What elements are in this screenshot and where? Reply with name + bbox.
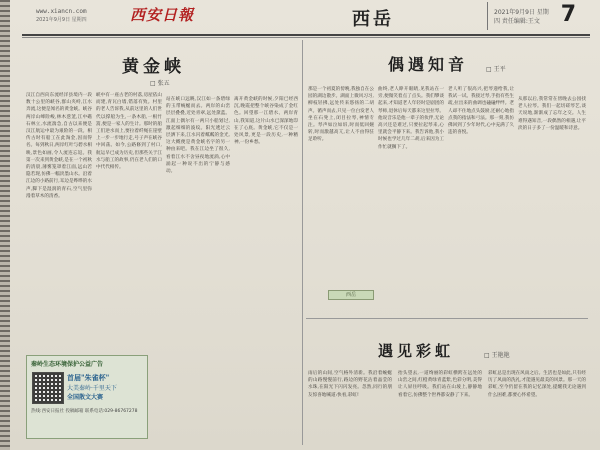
article-column: 汉江自西向东流经洋县境内一段数十公里的峡谷,群山夹峙,江水奔流,这便是闻名的黄金峡。峡谷两岸山峰险峻,林木葱茏,江中礁石林立,水流湍急,自古以来便是汉江航运中最为艰险的一段。相传古时有船工在此淘金,因而得名。每到秋日,两岸红叶与碧水相映,景色如画,令人流连忘返。我第一次来到黄金峡,是在一个初秋的清晨,薄雾笼罩着江面,远山若隐若现,仿佛一幅淡墨山水。沿着江边的小路前行,耳边是哗哗的水声,脚下是湿润的青石,空气里弥漫着草木的清香。 xyxy=(26,93,92,199)
site-url: www.xiancn.com xyxy=(36,8,87,15)
page-header xyxy=(22,0,590,34)
article-column: 那是一个初夏的傍晚,我独自在公园的湖边散步。湖面上微风习习,柳枝轻拂,远处传来悠扬的二胡声。循声而去,只见一位白发老人坐在石凳上,闭目拉琴,神情专注。琴声如泣如诉,时而低回婉转,时而激越高亢,让人不由得驻足聆听。 xyxy=(308,87,374,143)
section-stamp xyxy=(328,290,374,300)
adjacent-page-edge xyxy=(0,0,10,450)
public-service-ad xyxy=(26,355,148,439)
article-column: 离开黄金峡的时候,夕阳已经西沉,晚霞把整个峡谷染成了金红色。回望那一江碧水、两岸青山,我知道,这片山水已深深地印在了心底。黄金峡,它不仅是一处风景,更是一段历史,一种精神,一份乡愁。 xyxy=(234,97,298,146)
article-title: 遇见彩虹 xyxy=(378,342,455,360)
column-divider xyxy=(302,40,303,445)
site-sub: 2021年9月9日 星期四 xyxy=(36,17,87,23)
date-info: 2021年9月9日 星期四 责任编辑:王文 xyxy=(494,9,549,25)
ad-line: 首届"朱雀杯" xyxy=(67,373,110,382)
article-column: 老人听了很高兴,把琴递给我,让我试一试。我接过琴,手指有些生疏,拉出来的曲调也磕磕绊绊。老人却不住地点头鼓励,还耐心地指点我的指法和弓法。那一刻,我仿佛回到了少年时代,心中充满了久违的喜悦。 xyxy=(448,87,514,136)
header-rule-thin xyxy=(22,37,590,38)
stamp-label: 西岳 xyxy=(345,292,356,298)
article-byline: □ 张五 xyxy=(150,80,170,87)
article-column: 曲终,老人睁开眼睛,见我站在一旁,便微笑着点了点头。我们攀谈起来,才知道老人年轻时是剧团的琴师,退休后每天都来这里拉琴。他说音乐是他一辈子的伙伴,无论高兴还是难过,只要拉起琴来,心里就会平静下来。我告诉他,我小时候也学过几年二胡,后来因为工作忙就搁下了。 xyxy=(378,87,444,150)
header-rule xyxy=(22,34,590,36)
qr-code-icon xyxy=(32,372,64,404)
article-title: 偶遇知音 xyxy=(388,55,469,74)
article-column: 站在峡口远眺,汉江如一条碧绿的玉带蜿蜒而去。两岸的山峦层层叠叠,近处青翠,远处黛蓝。江面上偶尔有一两只小船划过,激起细细的波纹。阳光透过云层洒下来,江水闪着粼粼的金光,这大概便是黄金峡名字的另一种由来吧。我在江边坐了很久,看着江水不舍昼夜地流淌,心中涌起一种说不出的宁静与感动。 xyxy=(166,97,230,175)
ad-line: 全国散文大赛 xyxy=(67,394,104,401)
article-column: 从那以后,我常常在傍晚去公园找老人拉琴。我们一起切磋琴艺,谈天说地,渐渐成了忘年之交。人生难得遇知音,一段偶然的相遇,让平淡的日子多了一份温暖和诗意。 xyxy=(518,97,586,131)
section-title: 西岳 xyxy=(352,9,394,30)
ad-line: 大美秦岭·千里天下 xyxy=(67,385,117,392)
article-title: 黄金峡 xyxy=(122,57,185,77)
page-number: 7 xyxy=(560,2,576,27)
article-column: 彩虹总是出现在风雨之后。生活也是如此,只有经历了风雨的洗礼,才能遇见最美的风景。那一天的彩虹,至今仍留在我的记忆深处,提醒我无论遇到什么困难,都要心怀希望。 xyxy=(488,371,586,398)
article-byline: □ 王艳艳 xyxy=(484,352,510,359)
newspaper-brand: 西安日報 xyxy=(130,6,195,24)
article-column: 抬头望去,一道绚丽的彩虹横跨在远处的山峦之间,红橙黄绿青蓝紫,色彩分明,美得让人屏住呼吸。我们站在山坡上,静静地看着它,仿佛整个世界都安静了下来。 xyxy=(398,371,482,398)
ad-header: 秦岭生态环境保护公益广告 xyxy=(31,361,104,368)
article-column: 峡中有一座古老的村落,房屋依山而建,青瓦白墙,错落有致。村里的老人告诉我,从前这里的人们世代以撑船为生,一条木船,一根竹篙,便是一家人的生计。那时的船工们逆水而上,要拉着纤绳在崖壁上一步一步地行走,号子声在峡谷中回荡。如今,公路修到了村口,航运早已成为历史,但那些关于江水与船工的故事,仍在老人们的口中代代相传。 xyxy=(96,93,162,171)
article-column: 雨后的山间,空气格外清新。我沿着蜿蜒的山路慢慢前行,路边的野花沾着晶莹的水珠,在阳光下闪闪发亮。忽然,同行的朋友惊喜地喊道:快看,彩虹! xyxy=(308,371,392,398)
page-info-box xyxy=(487,2,580,30)
article-byline: □ 王平 xyxy=(486,66,506,73)
article-divider xyxy=(306,318,588,319)
ad-footer: 热线:西安日报社 投稿邮箱 联系电话:029-86767278 xyxy=(31,409,138,414)
